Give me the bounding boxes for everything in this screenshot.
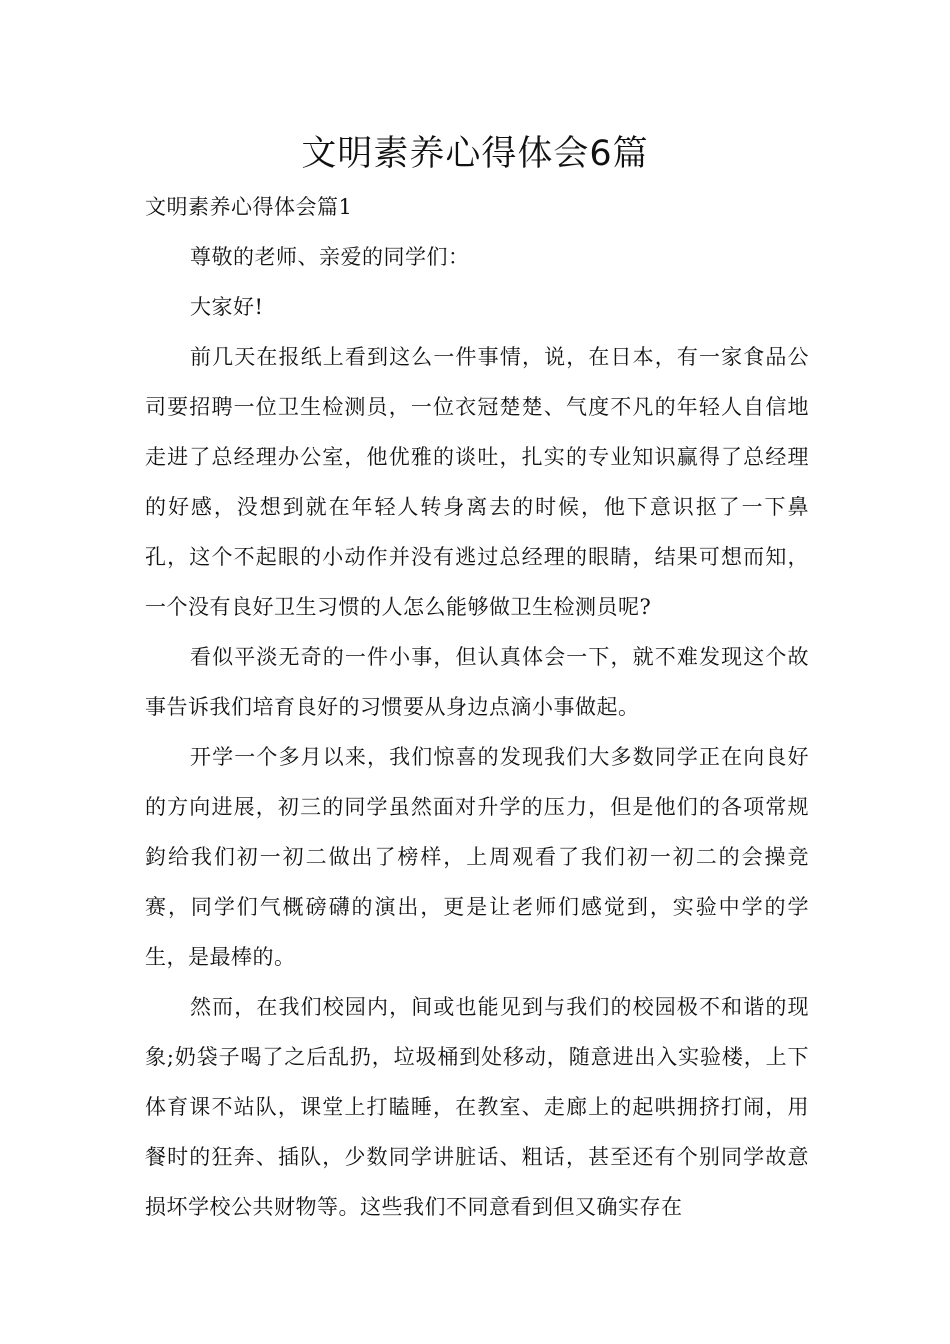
document-body bbox=[145, 182, 809, 1232]
paragraph-lesson: 看似平淡无奇的一件小事，但认真体会一下，就不难发现这个故事告诉我们培育良好的习惯要从身边点滴小事做起。 bbox=[145, 645, 809, 719]
paragraph-story: 前几天在报纸上看到这么一件事情，说，在日本，有一家食品公司要招聘一位卫生检测员，一位衣冠楚楚、气度不凡的年轻人自信地走进了总经理办公室，他优雅的谈吐，扎实的专业知识赢得了总经理的好感，没想到就在年轻人转身离去的时候，他下意识抠了一下鼻孔，这个不起眼的小动作并没有逃过总经理的眼睛，结果可想而知，一个没有良好卫生习惯的人怎么能够做卫生检测员呢? bbox=[145, 345, 809, 619]
paragraph-problems: 然而，在我们校园内，间或也能见到与我们的校园极不和谐的现象;奶袋子喝了之后乱扔，垃圾桶到处移动，随意进出入实验楼，上下体育课不站队，课堂上打瞌睡，在教室、走廊上的起哄拥挤打闹，用餐时的狂奔、插队，少数同学讲脏话、粗话，甚至还有个别同学故意损坏学校公共财物等。这些我们不同意看到但又确实存在 bbox=[145, 995, 809, 1219]
paragraph-greeting: 尊敬的老师、亲爱的同学们： bbox=[190, 245, 470, 269]
document-title: 文明素养心得体会6篇 bbox=[301, 134, 649, 174]
section-heading: 文明素养心得体会篇1 bbox=[145, 195, 353, 219]
paragraph-hello: 大家好! bbox=[190, 295, 264, 319]
paragraph-progress: 开学一个多月以来，我们惊喜的发现我们大多数同学正在向良好的方向进展，初三的同学虽然面对升学的压力，但是他们的各项常规鈞给我们初一初二做出了榜样，上周观看了我们初一初二的会操竞赛，同学们气概磅礴的演出，更是让老师们感觉到，实验中学的学生，是最棒的。 bbox=[145, 745, 809, 969]
